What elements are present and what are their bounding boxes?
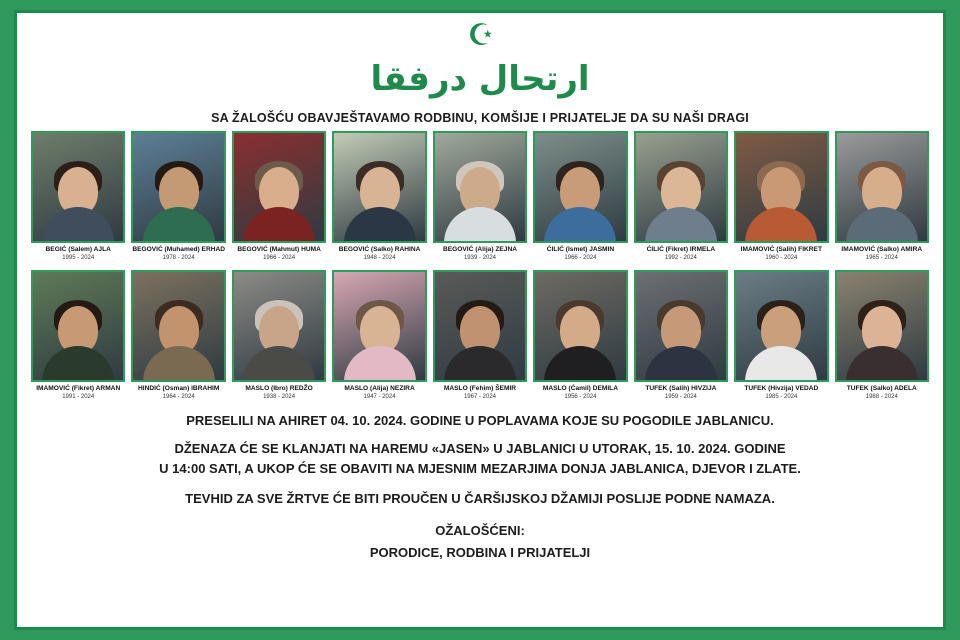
closing-signature: PORODICE, RODBINA I PRIJATELJI: [369, 545, 591, 560]
person-name: BEGOVIĆ (Alija) ZEJNA: [442, 246, 517, 253]
portrait-young-woman-dark-hair: [835, 270, 929, 382]
portrait-woman-red: [232, 131, 326, 243]
person-card: [634, 270, 728, 403]
person-card: [31, 131, 125, 264]
person-name: IMAMOVIĆ (Fikret) ARMAN: [36, 385, 121, 392]
person-card: [634, 131, 728, 264]
person-card: [131, 131, 225, 264]
person-years: 1967 - 2024: [463, 394, 496, 400]
person-card: [533, 270, 627, 403]
person-name: BEGIĆ (Salem) AJLA: [45, 246, 111, 253]
portrait-grid-row-2: [31, 270, 929, 403]
person-years: 1992 - 2024: [664, 255, 697, 261]
person-card: [131, 270, 225, 403]
person-card: [332, 270, 426, 403]
person-years: 1978 - 2024: [162, 255, 195, 261]
person-years: 1939 - 2024: [463, 255, 496, 261]
person-card: [734, 270, 828, 403]
portrait-man-blue-shirt: [533, 131, 627, 243]
person-years: 1959 - 2024: [664, 394, 697, 400]
portrait-grid-row-1: [31, 131, 929, 264]
person-name: MASLO (Ćamil) DEMILA: [542, 385, 618, 392]
person-name: ĆILIĆ (Fikret) IRMELA: [646, 246, 716, 253]
portrait-woman-indoors: [835, 131, 929, 243]
death-date-line: PRESELILI NA AHIRET 04. 10. 2024. GODINE U POPLAVAMA KOJE SU POGODILE JABLANICU.: [186, 413, 774, 428]
portrait-man-orange: [734, 131, 828, 243]
closing-block: [159, 521, 801, 563]
person-years: 1985 - 2024: [765, 394, 798, 400]
person-name: MASLO (Alija) NEZIRA: [344, 385, 415, 392]
person-card: [835, 131, 929, 264]
person-card: [533, 131, 627, 264]
person-years: 1966 - 2024: [263, 255, 296, 261]
person-name: MASLO (Ibro) REDŽO: [245, 385, 313, 392]
person-name: BEGOVIĆ (Salko) RAHINA: [338, 246, 421, 253]
funeral-details: [159, 439, 801, 479]
funeral-line-2: U 14:00 SATI, A UKOP ĆE SE OBAVITI NA MJESNIM MEZARJIMA DONJA JABLANICA, DJEVOR I ZLATE.: [159, 461, 801, 476]
person-years: 1965 - 2024: [865, 255, 898, 261]
portrait-elderly-woman: [332, 131, 426, 243]
person-card: [232, 270, 326, 403]
funeral-line-1: DŽENAZA ĆE SE KLANJATI NA HAREMU «JASEN» U JABLANICI U UTORAK, 15. 10. 2024. GODINE: [174, 441, 786, 456]
person-name: IMAMOVIĆ (Salko) AMIRA: [841, 246, 923, 253]
person-years: 1988 - 2024: [865, 394, 898, 400]
person-years: 1995 - 2024: [62, 255, 95, 261]
person-years: 1966 - 2024: [564, 255, 597, 261]
crescent-star-icon: ☪: [467, 19, 493, 52]
person-years: 1964 - 2024: [162, 394, 195, 400]
portrait-man-suit: [634, 270, 728, 382]
portrait-young-man-white: [734, 270, 828, 382]
person-card: [332, 131, 426, 264]
person-name: MASLO (Fehim) ŠEMIR: [443, 385, 517, 392]
person-years: 1948 - 2024: [363, 255, 396, 261]
person-card: [433, 270, 527, 403]
person-name: TUFEK (Salih) HIVZIJA: [645, 385, 717, 392]
person-years: 1938 - 2024: [263, 394, 296, 400]
portrait-elderly-man: [433, 131, 527, 243]
person-card: [835, 270, 929, 403]
person-name: ĆILIĆ (Ismet) JASMIN: [546, 246, 615, 253]
person-card: [433, 131, 527, 264]
person-years: 1960 - 2024: [765, 255, 798, 261]
notice-inner-frame: [14, 10, 946, 630]
person-card: [734, 131, 828, 264]
portrait-young-man-outdoors: [31, 270, 125, 382]
portrait-man-dark: [433, 270, 527, 382]
portrait-elderly-man-grey: [232, 270, 326, 382]
notice-text-block: [159, 411, 801, 563]
person-name: TUFEK (Hivzija) VEDAD: [744, 385, 819, 392]
tevhid-line: TEVHID ZA SVE ŽRTVE ĆE BITI PROUČEN U ČARŠIJSKOJ DŽAMIJI POSLIJE PODNE NAMAZA.: [185, 491, 775, 506]
person-name: TUFEK (Salko) ADELA: [846, 385, 917, 392]
portrait-man-outdoors: [131, 131, 225, 243]
arabic-calligraphy: ارتحال درفقا: [370, 59, 590, 99]
person-years: 1947 - 2024: [363, 394, 396, 400]
closing-label: OŽALOŠĆENI:: [435, 523, 525, 538]
person-name: BEGOVIĆ (Mahmut) HUMA: [237, 246, 321, 253]
portrait-young-woman: [31, 131, 125, 243]
person-name: BEGOVIĆ (Muhamed) ERHAD: [132, 246, 225, 253]
person-years: 1956 - 2024: [564, 394, 597, 400]
person-name: HINDIĆ (Osman) IBRAHIM: [137, 385, 220, 392]
notice-headline: SA ŽALOŠĆU OBAVJEŠTAVAMO RODBINU, KOMŠIJE I PRIJATELJE DA SU NAŠI DRAGI: [211, 111, 749, 125]
person-card: [232, 131, 326, 264]
person-name: IMAMOVIĆ (Salih) FIKRET: [740, 246, 822, 253]
portrait-woman-black: [533, 270, 627, 382]
portrait-elderly-woman-pink: [332, 270, 426, 382]
person-years: 1991 - 2024: [62, 394, 95, 400]
portrait-man-beard: [131, 270, 225, 382]
portrait-young-woman-smiling: [634, 131, 728, 243]
person-card: [31, 270, 125, 403]
